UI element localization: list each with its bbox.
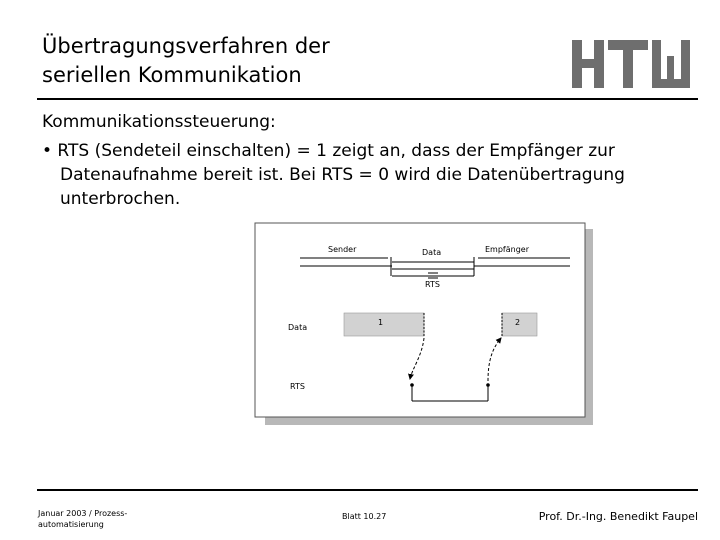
data-row-label: Data: [288, 323, 308, 332]
bullet-text: [42, 139, 692, 211]
subheading: Kommunikationssteuerung:: [42, 112, 276, 132]
slide-title: [42, 32, 330, 90]
title-line-2: seriellen Kommunikation: [42, 63, 302, 87]
htw-logo: [572, 40, 692, 88]
footer-date: [38, 508, 178, 530]
data-top-label: Data: [422, 248, 442, 257]
receiver-label: Empfänger: [485, 245, 530, 254]
bullet-line-3: unterbrochen.: [60, 189, 181, 209]
footer-date-line-1: Januar 2003 / Prozess-: [38, 509, 128, 518]
title-line-1: Übertragungsverfahren der: [42, 34, 330, 58]
footer-date-line-2: automatisierung: [38, 520, 104, 529]
footer-divider: [37, 489, 698, 491]
title-divider: [37, 98, 698, 100]
rts-fall-point: [410, 383, 414, 387]
rts-rise-point: [486, 383, 490, 387]
data-block-2-label: 2: [515, 318, 521, 327]
footer-page-number: Blatt 10.27: [342, 512, 387, 521]
data-block-1: [344, 313, 424, 336]
data-block-1-label: 1: [378, 318, 384, 327]
sender-label: Sender: [328, 245, 357, 254]
rts-row-label: RTS: [290, 382, 305, 391]
footer-author: Prof. Dr.-Ing. Benedikt Faupel: [538, 510, 698, 523]
rts-diagram: [252, 221, 596, 429]
bullet-line-2: Datenaufnahme bereit ist. Bei RTS = 0 wird die Datenübertragung: [60, 165, 625, 185]
rts-top-label: RTS: [425, 280, 440, 289]
bullet-line-1: • RTS (Sendeteil einschalten) = 1 zeigt an, dass der Empfänger zur: [42, 141, 615, 161]
